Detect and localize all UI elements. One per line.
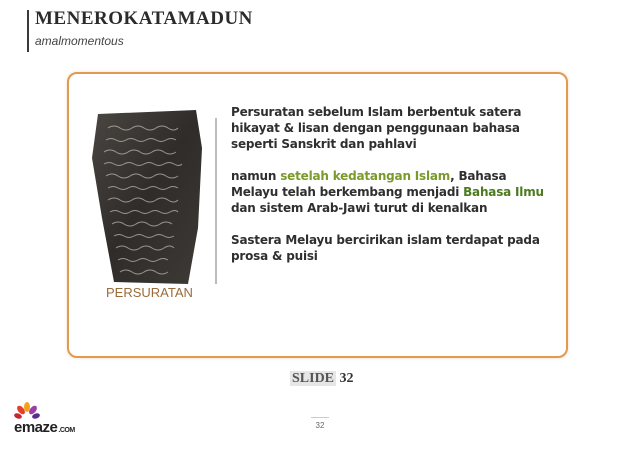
inscription-stone-image — [84, 108, 208, 286]
header-accent-bar — [27, 10, 29, 52]
divider-line — [215, 118, 217, 284]
paragraph-part: , Bahasa Melayu telah berkembang menjadi — [231, 169, 507, 199]
paragraph-pre-islam: Persuratan sebelum Islam berbentuk satera hikayat & lisan dengan penggunaan bahasa seperti Sanskrit dan pahlavi — [231, 105, 522, 151]
logo-word: emaze — [14, 419, 58, 436]
logo-suffix: .COM — [58, 427, 75, 434]
emaze-logo-text[interactable] — [14, 419, 75, 436]
page-number: 32 — [311, 417, 329, 430]
paragraph-sastera: Sastera Melayu bercirikan islam terdapat pada prosa & puisi — [231, 233, 540, 263]
paragraph-part: dan sistem Arab-Jawi turut di kenalkan — [231, 201, 488, 215]
highlight-bahasa-ilmu: Bahasa Ilmu — [463, 185, 544, 199]
page-subtitle: amalmomentous — [35, 34, 124, 48]
page-title: MENEROKATAMADUN — [35, 8, 253, 29]
content-text-block — [231, 104, 551, 280]
stone-illustration — [84, 108, 208, 286]
highlight-kedatangan-islam: setelah kedatangan Islam — [280, 169, 451, 183]
slide-number: 32 — [339, 371, 354, 386]
image-caption: PERSURATAN — [106, 285, 193, 300]
slide-word: SLIDE — [292, 371, 335, 386]
slide-label — [290, 371, 354, 387]
paragraph-part: namun — [231, 169, 281, 183]
paragraph-after-islam — [231, 168, 551, 216]
